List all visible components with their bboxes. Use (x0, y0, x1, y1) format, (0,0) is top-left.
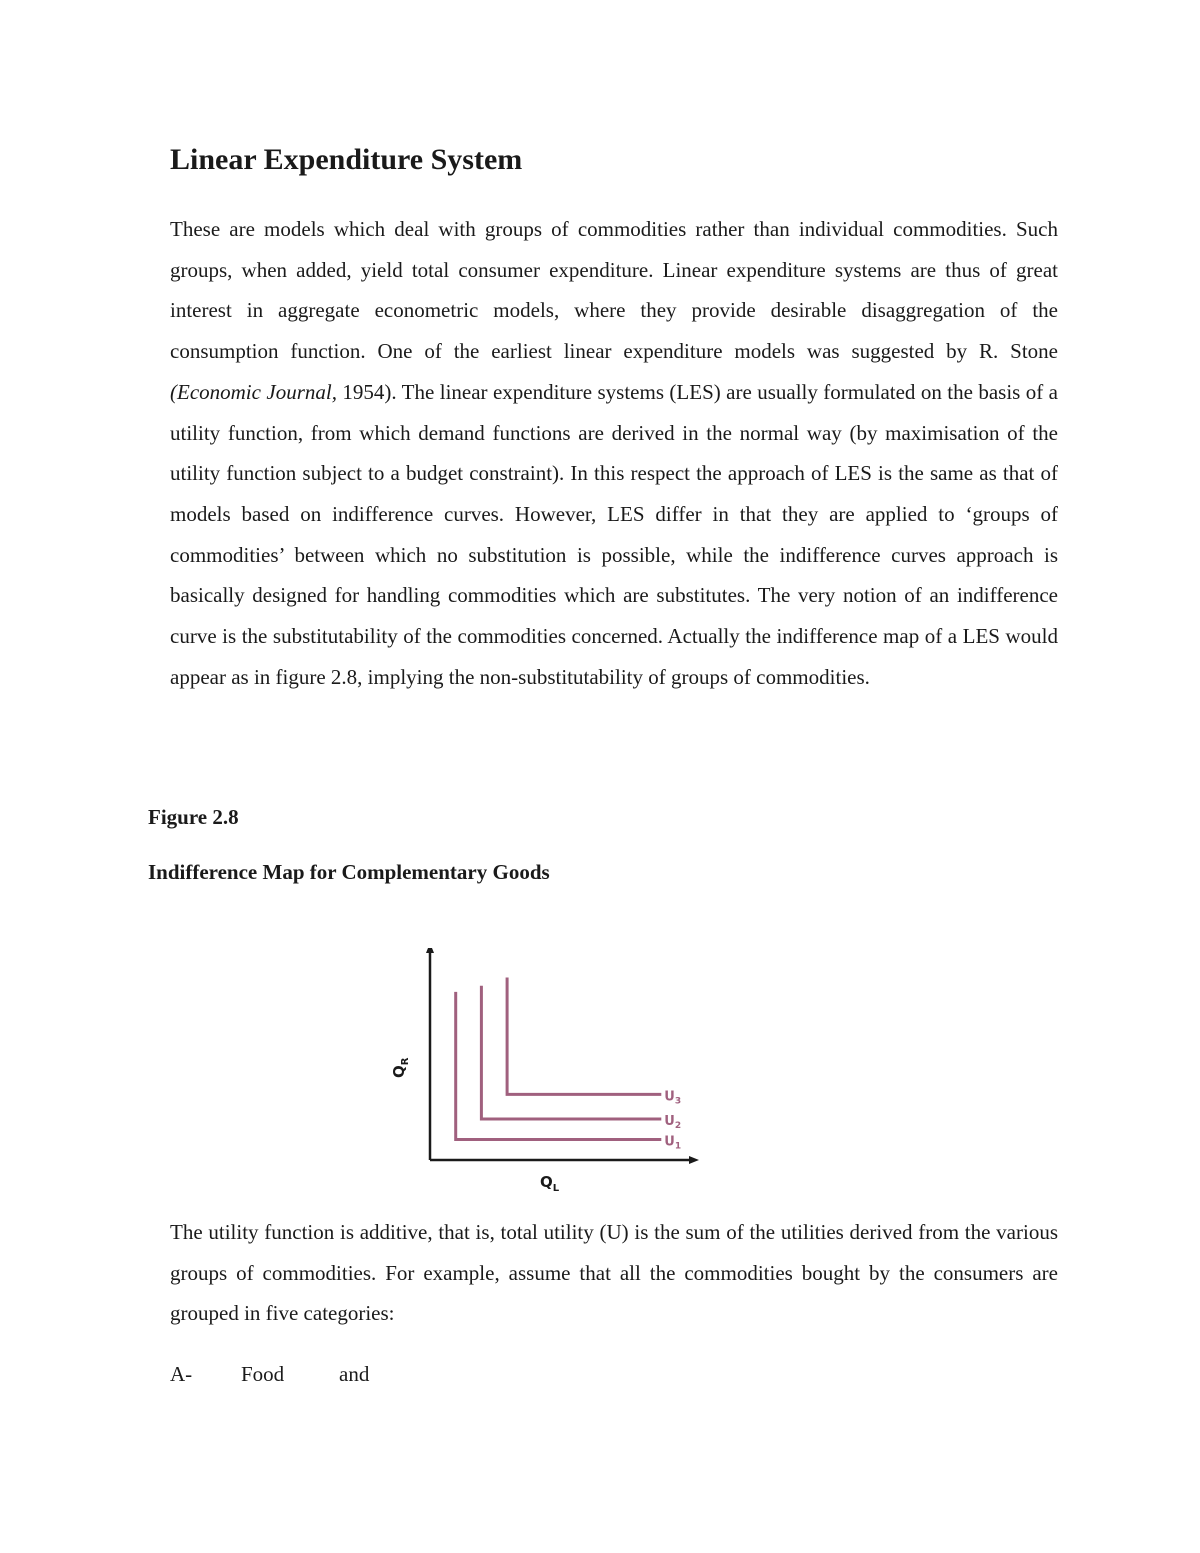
y-axis-arrow (426, 948, 434, 953)
intro-text-start: These are models which deal with groups of commodities rather than individual commodities. Such groups, when added, yield total consumer expenditure. Linear expenditure systems are thus of great interest in aggregate econometric models, where they provide desirable disaggregation of the consumption function. One of the earliest linear expenditure models was suggested by R. Stone (170, 217, 1058, 364)
figure-number: Figure 2.8 (148, 805, 239, 829)
x-axis-arrow (689, 1156, 699, 1164)
chart-svg (380, 948, 710, 1198)
utility-paragraph: The utility function is additive, that is, total utility (U) is the sum of the utilities derived from the various groups of commodities. For example, assume that all the commodities bought by the consumers are grouped in five categories: (170, 1220, 1058, 1326)
list-item-word-food: Food (241, 1362, 285, 1386)
y-axis-label: $Q_R$ (390, 1057, 411, 1078)
x-axis-label: $Q_L$ (540, 1173, 560, 1194)
curve-label-u3: $U_3$ (664, 1089, 682, 1107)
figure-title: Indifference Map for Complementary Goods (148, 860, 550, 884)
indifference-curve-u3 (507, 978, 661, 1095)
curve-label-u2: $U_2$ (664, 1114, 682, 1131)
intro-paragraph (170, 209, 1058, 697)
list-marker: A- (170, 1362, 193, 1386)
intro-text-end: 1954). The linear expenditure systems (LES) are usually formulated on the basis of a utility function, from which demand functions are derived in the normal way (by maximisation of the utility function subject to a budget constraint). In this respect the approach of LES is the same as that of models based on indifference curves. However, LES differ in that they are applied to ‘groups of commodities’ between which no substitution is possible, while the indifference curves approach is basically designed for handling commodities which are substitutes. The very notion of an indifference curve is the substitutability of the commodities concerned. Actually the indifference map of a LES would appear as in figure 2.8, implying the non-substitutability of groups of commodities. (170, 379, 1058, 689)
curve-label-u1: $U_1$ (664, 1134, 682, 1152)
page-title: Linear Expenditure System (170, 143, 523, 176)
indifference-map-chart (380, 948, 710, 1198)
list-item-word-and: and (339, 1362, 370, 1386)
citation-journal: (Economic Journal, (170, 379, 337, 404)
indifference-curve-u1 (456, 992, 662, 1140)
